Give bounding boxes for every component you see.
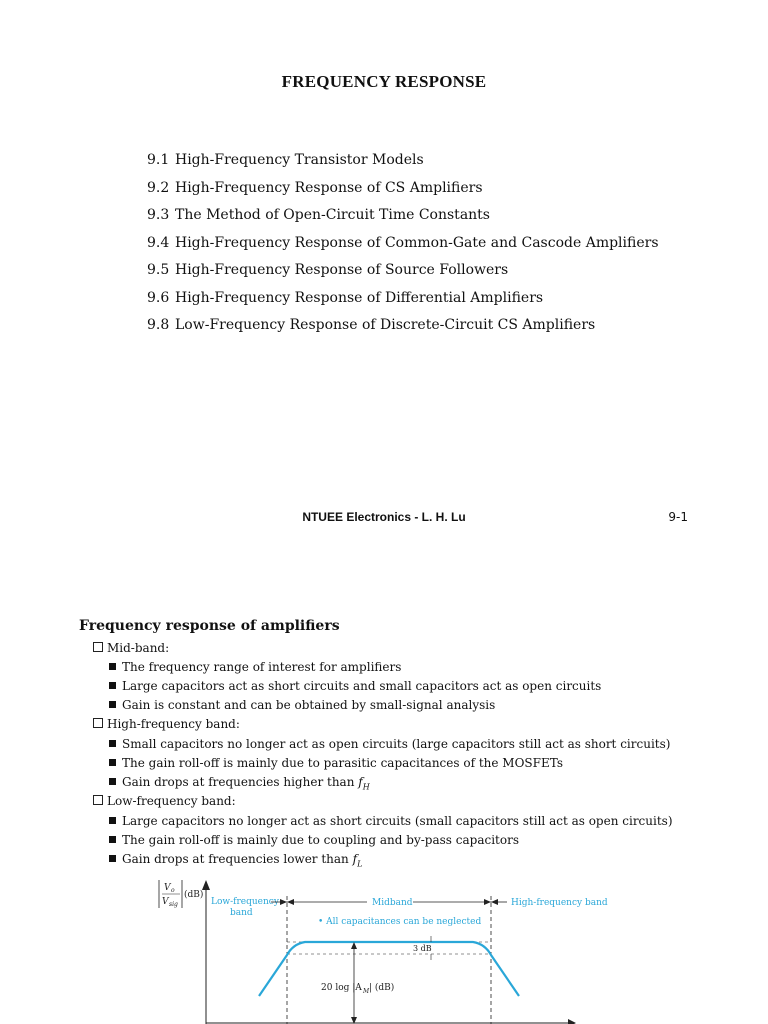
- vsig-symbol: V: [162, 897, 169, 907]
- list-item: [109, 658, 401, 676]
- page-2: [0, 560, 768, 1024]
- capacitances-note: • All capacitances can be neglected: [318, 917, 482, 927]
- fl-subscript: L: [357, 859, 363, 869]
- toc-number: 9.3: [147, 207, 170, 223]
- list-item-text: Gain drops at frequencies higher than: [122, 775, 359, 789]
- gain-label: [321, 982, 394, 995]
- toc-item[interactable]: [147, 205, 659, 233]
- high-frequency-band-label: High-frequency band: [511, 898, 608, 908]
- square-bullet-icon: [109, 701, 116, 708]
- list-item: [109, 812, 673, 830]
- toc-text: High-Frequency Transistor Models: [175, 152, 424, 168]
- toc-item[interactable]: [147, 178, 659, 206]
- low-frequency-band-label-2: band: [230, 908, 253, 918]
- toc-text: High-Frequency Response of Common-Gate and Cascode Amplifiers: [175, 234, 659, 251]
- vo-symbol: V: [164, 883, 171, 893]
- low-frequency-band-label: Low-frequency: [211, 897, 279, 907]
- toc-number: 9.5: [147, 262, 170, 278]
- vsig-subscript: sig: [169, 901, 178, 908]
- toc-number: 9.8: [147, 317, 170, 333]
- y-axis-label: [159, 880, 203, 908]
- arrow-left-icon: [491, 899, 498, 905]
- section-label-text: High-frequency band:: [107, 717, 240, 731]
- square-bullet-icon: [109, 682, 116, 689]
- list-item-text: Gain drops at frequencies lower than: [122, 852, 353, 866]
- checkbox-bullet-icon: [93, 718, 103, 728]
- toc-number: 9.4: [147, 234, 170, 251]
- section-label-text: Low-frequency band:: [107, 794, 236, 808]
- toc-item[interactable]: [147, 315, 659, 343]
- toc-item[interactable]: [147, 288, 659, 316]
- gain-label-text: 20 log |A: [321, 983, 362, 993]
- toc-number: 9.1: [147, 152, 170, 168]
- toc-text: High-Frequency Response of Differential Amplifiers: [175, 289, 544, 306]
- toc-item[interactable]: [147, 233, 659, 261]
- footer-course: NTUEE Electronics - L. H. Lu: [302, 510, 466, 524]
- square-bullet-icon: [109, 740, 116, 747]
- fh-subscript: H: [362, 782, 370, 792]
- fh-symbol: f: [358, 775, 363, 789]
- list-item: [109, 850, 362, 873]
- 3db-label: 3 dB: [413, 944, 432, 953]
- list-item-text: Large capacitors act as short circuits and small capacitors act as open circuits: [122, 679, 602, 693]
- fl-symbol: f: [352, 852, 358, 866]
- gain-subscript: M: [363, 988, 370, 995]
- list-item-text: Large capacitors no longer act as short circuits (small capacitors still act as open circuits): [122, 814, 673, 828]
- gain-unit: | (dB): [369, 983, 395, 993]
- square-bullet-icon: [109, 778, 116, 785]
- list-item: [109, 754, 563, 772]
- midband-label: Midband: [372, 898, 413, 908]
- toc-number: 9.6: [147, 289, 170, 306]
- toc-text: High-Frequency Response of Source Followers: [175, 262, 509, 278]
- toc-item[interactable]: [147, 150, 659, 178]
- arrow-left-icon: [287, 899, 294, 905]
- list-item: [109, 831, 519, 849]
- square-bullet-icon: [109, 836, 116, 843]
- checkbox-bullet-icon: [93, 642, 103, 652]
- square-bullet-icon: [109, 855, 116, 862]
- list-item-text: Small capacitors no longer act as open circuits (large capacitors still act as short circuits): [122, 737, 671, 751]
- vo-subscript: o: [171, 887, 175, 894]
- frequency-response-figure: [155, 878, 625, 1024]
- list-item-text: The gain roll-off is mainly due to coupling and by-pass capacitors: [122, 833, 519, 847]
- midband-section-label: [93, 639, 169, 657]
- high-frequency-section-label: [93, 715, 240, 733]
- list-item-text: The frequency range of interest for amplifiers: [122, 660, 402, 674]
- list-item: [109, 735, 670, 753]
- section-label-text: Mid-band:: [107, 641, 170, 655]
- square-bullet-icon: [109, 759, 116, 766]
- y-axis-arrow-icon: [202, 880, 210, 890]
- list-item-text: Gain is constant and can be obtained by small-signal analysis: [122, 698, 496, 712]
- page-number: 9-1: [668, 510, 688, 524]
- square-bullet-icon: [109, 817, 116, 824]
- list-item: [109, 696, 495, 714]
- toc-number: 9.2: [147, 179, 170, 196]
- table-of-contents: [147, 150, 659, 343]
- list-item-text: The gain roll-off is mainly due to parasitic capacitances of the MOSFETs: [122, 756, 564, 770]
- arrow-right-icon: [280, 899, 287, 905]
- square-bullet-icon: [109, 663, 116, 670]
- toc-text: High-Frequency Response of CS Amplifiers: [175, 179, 483, 196]
- page-title: FREQUENCY RESPONSE: [281, 72, 487, 91]
- toc-text: Low-Frequency Response of Discrete-Circuit CS Amplifiers: [175, 317, 596, 333]
- low-frequency-section-label: [93, 792, 236, 810]
- section-heading: Frequency response of amplifiers: [79, 618, 340, 634]
- toc-item[interactable]: [147, 260, 659, 288]
- checkbox-bullet-icon: [93, 795, 103, 805]
- y-axis-unit: (dB): [184, 890, 204, 900]
- toc-text: The Method of Open-Circuit Time Constants: [175, 207, 490, 223]
- arrow-right-icon: [484, 899, 491, 905]
- list-item: [109, 677, 601, 695]
